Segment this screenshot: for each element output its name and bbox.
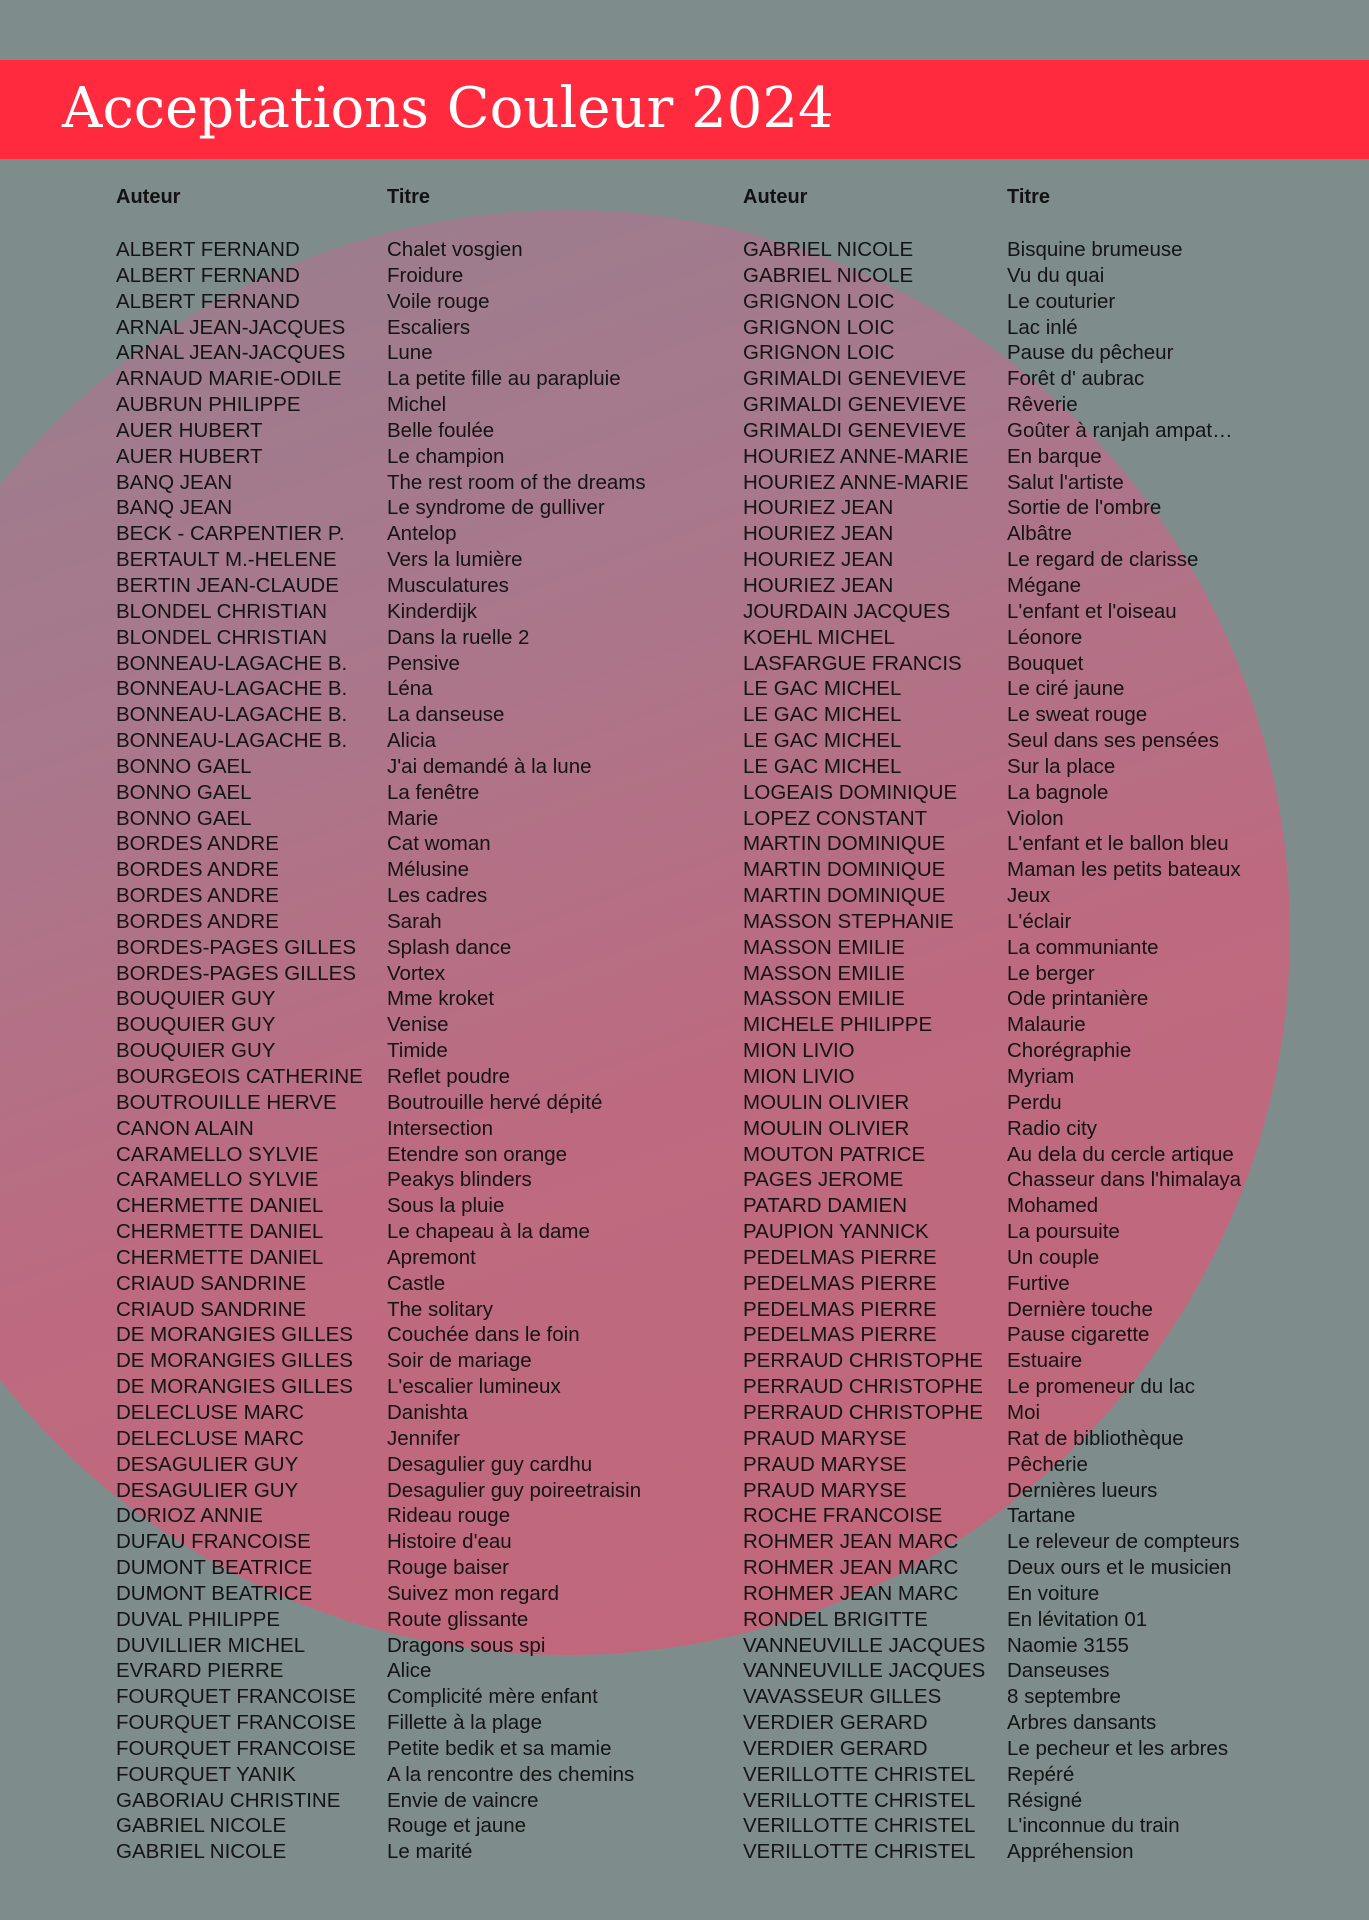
entry-title: Alice xyxy=(387,1659,432,1683)
entry-author: PEDELMAS PIERRE xyxy=(743,1323,937,1347)
entry-author: BONNEAU-LAGACHE B. xyxy=(116,729,348,753)
entry-author: CARAMELLO SYLVIE xyxy=(116,1168,319,1192)
entry-author: ARNAL JEAN-JACQUES xyxy=(116,315,346,339)
entry-title: Timide xyxy=(387,1039,448,1063)
entry-author: LE GAC MICHEL xyxy=(743,729,902,753)
entry-author: BONNEAU-LAGACHE B. xyxy=(116,651,348,675)
entry-author: LE GAC MICHEL xyxy=(743,754,902,778)
entry-title: Myriam xyxy=(1007,1065,1075,1088)
entry-title: Mélusine xyxy=(387,858,470,882)
entry-author: MASSON EMILIE xyxy=(743,961,905,985)
entry-title: Vortex xyxy=(387,961,446,985)
entry-title: Goûter à ranjah ampat… xyxy=(1007,418,1233,442)
entry-author: ARNAUD MARIE-ODILE xyxy=(116,367,342,391)
entry-title: Tartane xyxy=(1007,1504,1076,1528)
entry-author: EVRARD PIERRE xyxy=(116,1659,284,1683)
entry-author: AUER HUBERT xyxy=(116,444,263,468)
entry-author: MOUTON PATRICE xyxy=(743,1142,926,1166)
entry-title: Le champion xyxy=(387,444,505,468)
entry-title: Pause du pêcheur xyxy=(1007,341,1174,365)
entry-title: Castle xyxy=(387,1271,446,1295)
entry-title: Sarah xyxy=(387,909,442,933)
entry-title: Un couple xyxy=(1007,1245,1100,1269)
entry-title: En voiture xyxy=(1007,1581,1100,1605)
entry-author: VERILLOTTE CHRISTEL xyxy=(743,1762,976,1786)
column-header-title-right: Titre xyxy=(1007,186,1050,208)
entry-title: Bouquet xyxy=(1007,651,1084,675)
entry-title: Naomie 3155 xyxy=(1007,1633,1129,1657)
entry-author: BONNEAU-LAGACHE B. xyxy=(116,677,348,701)
entry-author: DE MORANGIES GILLES xyxy=(116,1349,353,1373)
entry-author: CHERMETTE DANIEL xyxy=(116,1194,324,1218)
entry-author: CRIAUD SANDRINE xyxy=(116,1271,307,1295)
entry-author: LE GAC MICHEL xyxy=(743,677,902,701)
entry-title: Le couturier xyxy=(1007,289,1116,313)
entry-title: Dragons sous spi xyxy=(387,1633,546,1657)
entry-title: Froidure xyxy=(387,263,464,287)
entry-title: Boutrouille hervé dépité xyxy=(387,1090,603,1114)
entry-author: VAVASSEUR GILLES xyxy=(743,1685,942,1709)
entry-title: L'enfant et l'oiseau xyxy=(1007,599,1177,623)
entry-title: La poursuite xyxy=(1007,1220,1120,1244)
entry-title: Deux ours et le musicien xyxy=(1007,1556,1232,1580)
entry-title: Vers la lumière xyxy=(387,548,523,572)
entry-title: L'inconnue du train xyxy=(1007,1814,1180,1838)
entry-author: DELECLUSE MARC xyxy=(116,1400,304,1424)
entry-author: BERTIN JEAN-CLAUDE xyxy=(116,573,339,597)
entry-author: AUER HUBERT xyxy=(116,418,263,442)
entry-title: Complicité mère enfant xyxy=(387,1685,598,1709)
entry-author: BOURGEOIS CATHERINE xyxy=(116,1065,363,1088)
entry-title: Danishta xyxy=(387,1400,468,1424)
entry-title: J'ai demandé à la lune xyxy=(387,754,592,778)
entry-author: BONNO GAEL xyxy=(116,806,252,830)
entry-author: BOUQUIER GUY xyxy=(116,1013,276,1037)
entry-title: Forêt d' aubrac xyxy=(1007,367,1145,391)
entry-author: ROCHE FRANCOISE xyxy=(743,1504,943,1528)
entry-title: Route glissante xyxy=(387,1607,529,1631)
entry-author: PEDELMAS PIERRE xyxy=(743,1271,937,1295)
entry-author: PAGES JEROME xyxy=(743,1168,904,1192)
entry-author: VERDIER GERARD xyxy=(743,1736,928,1760)
entry-title: Rouge et jaune xyxy=(387,1814,527,1838)
entry-title: Chasseur dans l'himalaya xyxy=(1007,1168,1242,1192)
entry-title: Arbres dansants xyxy=(1007,1711,1157,1735)
title-banner xyxy=(0,60,1369,159)
entry-title: Danseuses xyxy=(1007,1659,1110,1683)
entry-author: HOURIEZ JEAN xyxy=(743,522,894,546)
entry-title: Malaurie xyxy=(1007,1013,1086,1037)
entry-author: MICHELE PHILIPPE xyxy=(743,1013,933,1037)
entry-author: GABRIEL NICOLE xyxy=(116,1814,287,1838)
entry-title: La danseuse xyxy=(387,703,505,727)
entry-title: Radio city xyxy=(1007,1116,1098,1140)
entry-author: MASSON EMILIE xyxy=(743,987,905,1011)
entry-author: FOURQUET FRANCOISE xyxy=(116,1711,356,1735)
entry-title: Dernière touche xyxy=(1007,1297,1153,1321)
entry-author: GRIGNON LOIC xyxy=(743,341,895,365)
entry-author: BLONDEL CHRISTIAN xyxy=(116,599,328,623)
entry-title: Repéré xyxy=(1007,1762,1075,1786)
entry-title: Kinderdijk xyxy=(387,599,478,623)
entry-title: Splash dance xyxy=(387,935,512,959)
entry-title: Cat woman xyxy=(387,832,491,856)
entry-title: Escaliers xyxy=(387,315,471,339)
entry-title: Pêcherie xyxy=(1007,1452,1088,1476)
entry-title: Ode printanière xyxy=(1007,987,1149,1011)
entry-title: Petite bedik et sa mamie xyxy=(387,1736,612,1760)
entry-title: Couchée dans le foin xyxy=(387,1323,580,1347)
entry-title: Sous la pluie xyxy=(387,1194,505,1218)
entry-title: Histoire d'eau xyxy=(387,1530,512,1554)
entry-title: Sur la place xyxy=(1007,754,1116,778)
entry-title: Rat de bibliothèque xyxy=(1007,1426,1184,1450)
entry-title: La petite fille au parapluie xyxy=(387,367,621,391)
entry-author: MARTIN DOMINIQUE xyxy=(743,884,946,908)
entry-author: DESAGULIER GUY xyxy=(116,1478,299,1502)
entry-author: HOURIEZ ANNE-MARIE xyxy=(743,470,969,494)
entry-title: Le regard de clarisse xyxy=(1007,548,1199,572)
entry-title: Le promeneur du lac xyxy=(1007,1375,1196,1399)
entry-title: Pensive xyxy=(387,651,460,675)
entry-author: AUBRUN PHILIPPE xyxy=(116,393,301,417)
entry-title: Dans la ruelle 2 xyxy=(387,625,530,649)
entry-title: Léna xyxy=(387,677,433,701)
entry-author: CARAMELLO SYLVIE xyxy=(116,1142,319,1166)
entry-author: BORDES-PAGES GILLES xyxy=(116,935,357,959)
entry-author: HOURIEZ JEAN xyxy=(743,573,894,597)
entry-title: La bagnole xyxy=(1007,780,1109,804)
entry-author: DUMONT BEATRICE xyxy=(116,1581,313,1605)
entry-title: Rouge baiser xyxy=(387,1556,509,1580)
entry-title: Musculatures xyxy=(387,573,509,597)
entry-author: HOURIEZ JEAN xyxy=(743,548,894,572)
entry-title: Le sweat rouge xyxy=(1007,703,1148,727)
entry-title: Estuaire xyxy=(1007,1349,1083,1373)
entry-title: Antelop xyxy=(387,522,457,546)
entry-author: DUVILLIER MICHEL xyxy=(116,1633,306,1657)
entry-author: DUFAU FRANCOISE xyxy=(116,1530,311,1554)
entry-title: Belle foulée xyxy=(387,418,495,442)
entry-title: Le pecheur et les arbres xyxy=(1007,1736,1229,1760)
entry-author: BORDES ANDRE xyxy=(116,884,279,908)
entry-author: ROHMER JEAN MARC xyxy=(743,1556,959,1580)
entry-title: La communiante xyxy=(1007,935,1159,959)
entry-author: PRAUD MARYSE xyxy=(743,1478,907,1502)
entry-author: FOURQUET FRANCOISE xyxy=(116,1685,356,1709)
column-header-author-left: Auteur xyxy=(116,186,181,208)
entry-author: RONDEL BRIGITTE xyxy=(743,1607,928,1631)
entry-author: BOUQUIER GUY xyxy=(116,1039,276,1063)
entry-title: Voile rouge xyxy=(387,289,490,313)
entry-title: Perdu xyxy=(1007,1090,1062,1114)
entry-author: MARTIN DOMINIQUE xyxy=(743,832,946,856)
entry-author: CHERMETTE DANIEL xyxy=(116,1245,324,1269)
entry-author: BONNO GAEL xyxy=(116,780,252,804)
entry-title: La fenêtre xyxy=(387,780,480,804)
entry-title: Maman les petits bateaux xyxy=(1007,858,1241,882)
entry-author: DELECLUSE MARC xyxy=(116,1426,304,1450)
entry-title: Albâtre xyxy=(1007,522,1072,546)
entry-title: Lune xyxy=(387,341,433,365)
entry-title: Appréhension xyxy=(1007,1840,1134,1864)
entry-title: Soir de mariage xyxy=(387,1349,532,1373)
entry-author: PEDELMAS PIERRE xyxy=(743,1297,937,1321)
entry-title: 8 septembre xyxy=(1007,1685,1121,1709)
entry-author: PRAUD MARYSE xyxy=(743,1426,907,1450)
entry-author: BORDES ANDRE xyxy=(116,832,279,856)
entry-title: Dernières lueurs xyxy=(1007,1478,1158,1502)
entry-author: MOULIN OLIVIER xyxy=(743,1090,910,1114)
entry-title: Résigné xyxy=(1007,1788,1083,1812)
entry-author: VANNEUVILLE JACQUES xyxy=(743,1659,986,1683)
entry-author: JOURDAIN JACQUES xyxy=(743,599,951,623)
entry-author: LOPEZ CONSTANT xyxy=(743,806,928,830)
entry-title: Le ciré jaune xyxy=(1007,677,1125,701)
entry-author: CHERMETTE DANIEL xyxy=(116,1220,324,1244)
entry-author: BANQ JEAN xyxy=(116,470,233,494)
entry-title: Furtive xyxy=(1007,1271,1070,1295)
entry-title: A la rencontre des chemins xyxy=(387,1762,635,1786)
entry-title: Vu du quai xyxy=(1007,263,1105,287)
entry-title: Intersection xyxy=(387,1116,493,1140)
entry-title: Reflet poudre xyxy=(387,1065,511,1088)
entry-title: Le chapeau à la dame xyxy=(387,1220,590,1244)
entry-title: Alicia xyxy=(387,729,436,753)
entry-title: Michel xyxy=(387,393,447,417)
entry-title: L'escalier lumineux xyxy=(387,1375,561,1399)
entry-title: Chalet vosgien xyxy=(387,238,523,261)
page-title: Acceptations Couleur 2024 xyxy=(62,76,834,141)
entry-author: ALBERT FERNAND xyxy=(116,263,300,287)
entry-author: DESAGULIER GUY xyxy=(116,1452,299,1476)
entry-title: Rideau rouge xyxy=(387,1504,511,1528)
entry-author: ALBERT FERNAND xyxy=(116,238,300,261)
entry-author: BANQ JEAN xyxy=(116,496,233,520)
column-header-title-left: Titre xyxy=(387,186,430,208)
entry-title: Mme kroket xyxy=(387,987,495,1011)
entry-title: Le releveur de compteurs xyxy=(1007,1530,1240,1554)
entry-title: Mohamed xyxy=(1007,1194,1099,1218)
entry-title: The solitary xyxy=(387,1297,493,1321)
entry-author: GRIMALDI GENEVIEVE xyxy=(743,418,967,442)
entry-author: MION LIVIO xyxy=(743,1039,855,1063)
entry-title: Le berger xyxy=(1007,961,1095,985)
entry-author: ARNAL JEAN-JACQUES xyxy=(116,341,346,365)
entry-title: Violon xyxy=(1007,806,1064,830)
entry-title: L'éclair xyxy=(1007,909,1072,933)
entry-author: BORDES-PAGES GILLES xyxy=(116,961,357,985)
entry-author: MOULIN OLIVIER xyxy=(743,1116,910,1140)
entry-title: Le marité xyxy=(387,1840,473,1864)
column-header-author-right: Auteur xyxy=(743,186,808,208)
entry-author: DUVAL PHILIPPE xyxy=(116,1607,281,1631)
entry-title: Marie xyxy=(387,806,439,830)
entry-title: The rest room of the dreams xyxy=(387,470,646,494)
entry-title: Rêverie xyxy=(1007,393,1078,417)
entry-author: GRIGNON LOIC xyxy=(743,289,895,313)
entry-author: MARTIN DOMINIQUE xyxy=(743,858,946,882)
entry-author: PRAUD MARYSE xyxy=(743,1452,907,1476)
entry-author: BOUQUIER GUY xyxy=(116,987,276,1011)
entry-author: BLONDEL CHRISTIAN xyxy=(116,625,328,649)
entry-title: Le syndrome de gulliver xyxy=(387,496,605,520)
entry-author: VERILLOTTE CHRISTEL xyxy=(743,1840,976,1864)
entry-title: Seul dans ses pensées xyxy=(1007,729,1219,753)
entry-author: GABRIEL NICOLE xyxy=(116,1840,287,1864)
entry-author: ROHMER JEAN MARC xyxy=(743,1581,959,1605)
entry-title: Les cadres xyxy=(387,884,488,908)
entry-author: GRIMALDI GENEVIEVE xyxy=(743,393,967,417)
entry-author: PATARD DAMIEN xyxy=(743,1194,908,1218)
entry-title: Jeux xyxy=(1007,884,1051,908)
entry-author: LE GAC MICHEL xyxy=(743,703,902,727)
entry-title: Suivez mon regard xyxy=(387,1581,560,1605)
entry-author: PAUPION YANNICK xyxy=(743,1220,929,1244)
entry-author: LOGEAIS DOMINIQUE xyxy=(743,780,958,804)
entry-author: DORIOZ ANNIE xyxy=(116,1504,263,1528)
entry-author: KOEHL MICHEL xyxy=(743,625,895,649)
entry-author: GRIGNON LOIC xyxy=(743,315,895,339)
entry-author: PEDELMAS PIERRE xyxy=(743,1245,937,1269)
entry-author: VERDIER GERARD xyxy=(743,1711,928,1735)
entry-title: Au dela du cercle artique xyxy=(1007,1142,1234,1166)
entry-author: CRIAUD SANDRINE xyxy=(116,1297,307,1321)
entry-author: VERILLOTTE CHRISTEL xyxy=(743,1788,976,1812)
entry-author: GABRIEL NICOLE xyxy=(743,238,914,261)
entry-title: En barque xyxy=(1007,444,1102,468)
entry-title: Moi xyxy=(1007,1400,1041,1424)
entry-author: DUMONT BEATRICE xyxy=(116,1556,313,1580)
entry-title: Salut l'artiste xyxy=(1007,470,1124,494)
entry-author: BORDES ANDRE xyxy=(116,858,279,882)
entry-title: Venise xyxy=(387,1013,449,1037)
entry-author: BONNEAU-LAGACHE B. xyxy=(116,703,348,727)
entry-title: Lac inlé xyxy=(1007,315,1078,339)
entry-author: ROHMER JEAN MARC xyxy=(743,1530,959,1554)
entry-title: Mégane xyxy=(1007,573,1082,597)
entry-title: Léonore xyxy=(1007,625,1083,649)
entry-author: VERILLOTTE CHRISTEL xyxy=(743,1814,976,1838)
entry-author: HOURIEZ JEAN xyxy=(743,496,894,520)
entry-author: GABORIAU CHRISTINE xyxy=(116,1788,341,1812)
entry-author: BORDES ANDRE xyxy=(116,909,279,933)
entry-author: BOUTROUILLE HERVE xyxy=(116,1090,337,1114)
entry-author: PERRAUD CHRISTOPHE xyxy=(743,1375,983,1399)
entry-author: MION LIVIO xyxy=(743,1065,855,1088)
entry-author: GRIMALDI GENEVIEVE xyxy=(743,367,967,391)
entry-author: BONNO GAEL xyxy=(116,754,252,778)
entry-title: Etendre son orange xyxy=(387,1142,568,1166)
entry-author: HOURIEZ ANNE-MARIE xyxy=(743,444,969,468)
entry-author: GABRIEL NICOLE xyxy=(743,263,914,287)
entry-author: BERTAULT M.-HELENE xyxy=(116,548,337,572)
entry-author: CANON ALAIN xyxy=(116,1116,254,1140)
entry-title: En lévitation 01 xyxy=(1007,1607,1148,1631)
entry-author: MASSON EMILIE xyxy=(743,935,905,959)
entry-author: FOURQUET YANIK xyxy=(116,1762,296,1786)
entry-title: Bisquine brumeuse xyxy=(1007,238,1183,261)
entry-title: Desagulier guy cardhu xyxy=(387,1452,593,1476)
entry-title: Pause cigarette xyxy=(1007,1323,1150,1347)
entry-title: Envie de vaincre xyxy=(387,1788,539,1812)
entry-title: L'enfant et le ballon bleu xyxy=(1007,832,1229,856)
entry-title: Peakys blinders xyxy=(387,1168,532,1192)
entry-author: FOURQUET FRANCOISE xyxy=(116,1736,356,1760)
entry-title: Fillette à la plage xyxy=(387,1711,542,1735)
entry-author: MASSON STEPHANIE xyxy=(743,909,954,933)
entry-author: ALBERT FERNAND xyxy=(116,289,300,313)
entry-title: Chorégraphie xyxy=(1007,1039,1132,1063)
entry-title: Apremont xyxy=(387,1245,476,1269)
entry-author: LASFARGUE FRANCIS xyxy=(743,651,962,675)
entry-author: PERRAUD CHRISTOPHE xyxy=(743,1400,983,1424)
entry-author: BECK - CARPENTIER P. xyxy=(116,522,345,546)
entry-author: PERRAUD CHRISTOPHE xyxy=(743,1349,983,1373)
entry-author: DE MORANGIES GILLES xyxy=(116,1323,353,1347)
entry-title: Desagulier guy poireetraisin xyxy=(387,1478,642,1502)
entry-author: VANNEUVILLE JACQUES xyxy=(743,1633,986,1657)
entry-title: Jennifer xyxy=(387,1426,460,1450)
entry-author: DE MORANGIES GILLES xyxy=(116,1375,353,1399)
entry-title: Sortie de l'ombre xyxy=(1007,496,1162,520)
